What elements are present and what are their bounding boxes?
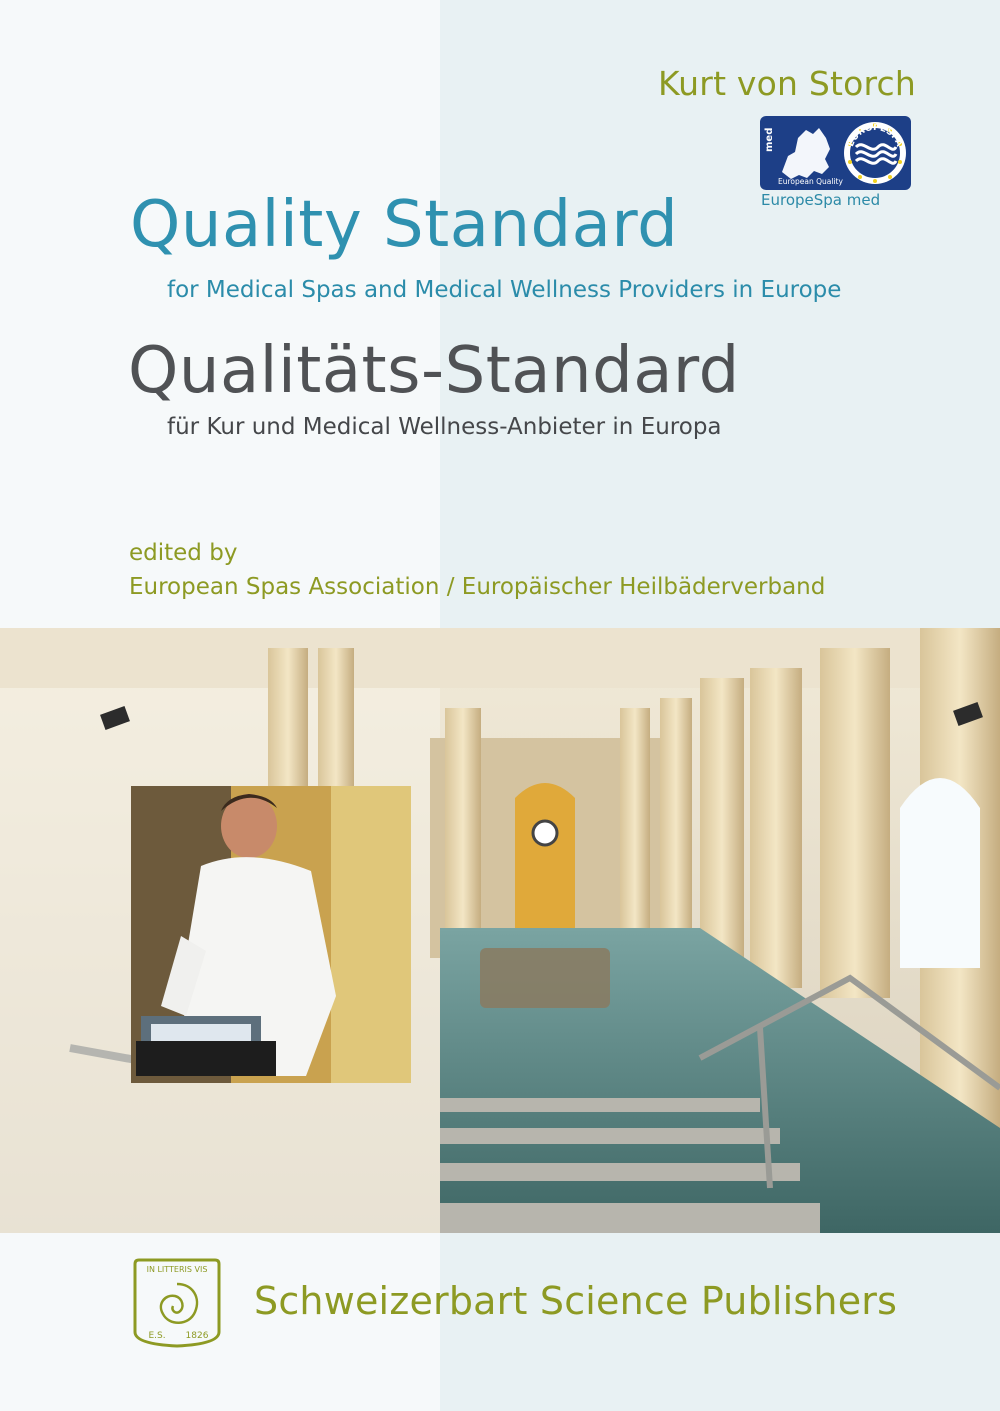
logo-brand-caption: EuropeSpa med [761, 191, 881, 209]
publisher-name: Schweizerbart Science Publishers [254, 1279, 898, 1323]
svg-text:1826: 1826 [185, 1331, 209, 1341]
subtitle-german: für Kur und Medical Wellness-Anbieter in Europa [167, 414, 722, 440]
publisher-seal-icon [131, 1256, 223, 1348]
svg-text:EUROPESPA: EUROPESPA [846, 122, 904, 149]
edited-by-label: edited by [129, 540, 238, 566]
europespa-med-logo [760, 116, 911, 190]
cover-photo [0, 628, 1000, 1233]
inset-photo-technician [131, 786, 411, 1083]
title-english: Quality Standard [130, 188, 679, 262]
logo-ring-text [844, 122, 906, 184]
logo-vertical-label: med [764, 127, 775, 152]
subtitle-english: for Medical Spas and Medical Wellness Providers in Europe [167, 277, 842, 303]
svg-text:IN LITTERIS VIS: IN LITTERIS VIS [146, 1265, 208, 1274]
svg-text:E.S.: E.S. [148, 1331, 166, 1341]
title-german: Qualitäts-Standard [128, 334, 740, 408]
logo-small-caption: European Quality [778, 177, 843, 186]
editor-name: European Spas Association / Europäischer Heilbäderverband [129, 574, 826, 600]
author-name: Kurt von Storch [657, 64, 916, 103]
